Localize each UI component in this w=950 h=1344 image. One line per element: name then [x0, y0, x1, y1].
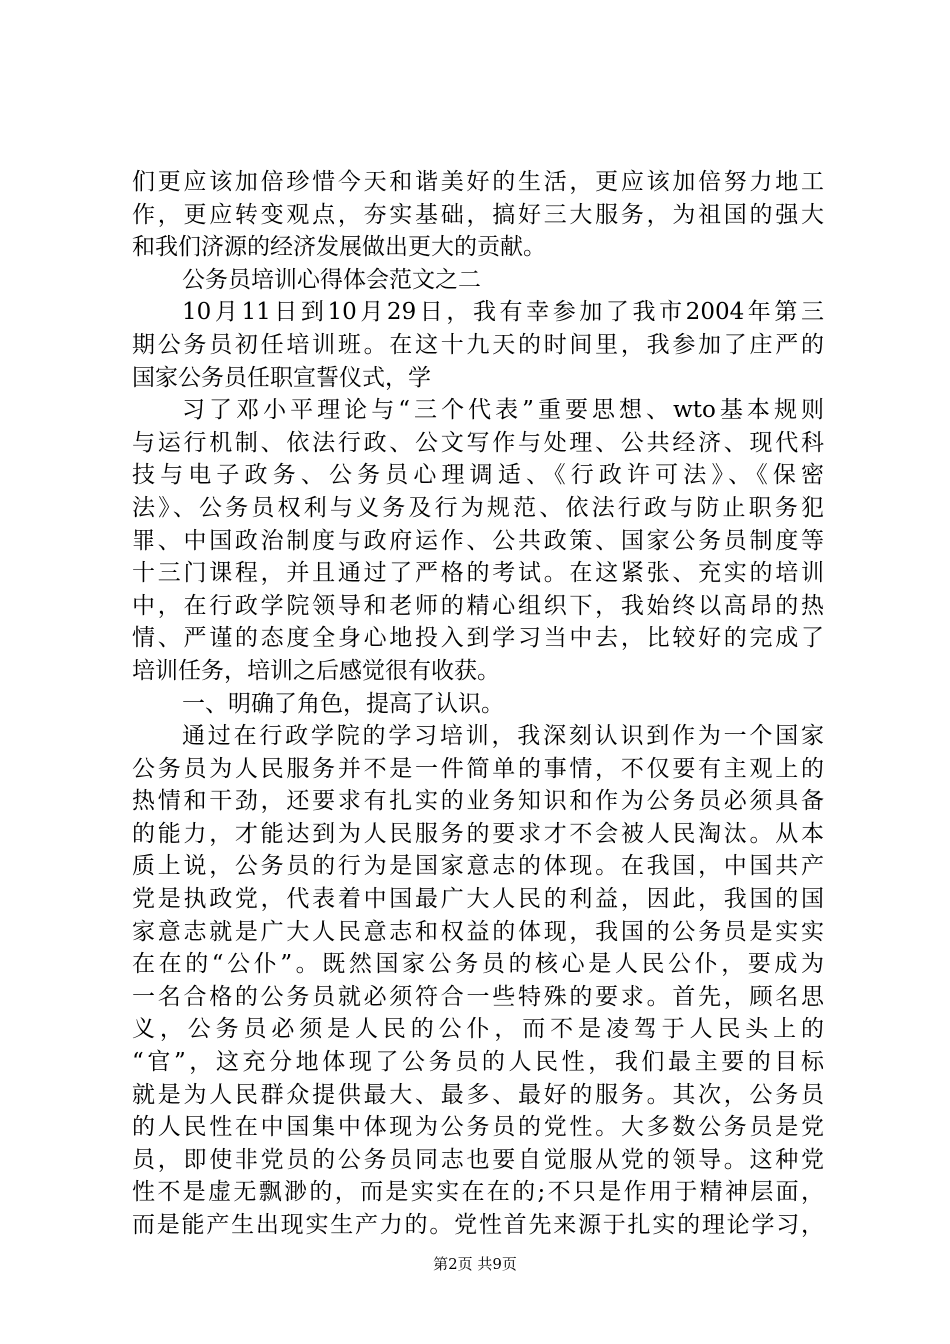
text-line: 罪、中国政治制度与政府运作、公共政策、国家公务员制度等 [132, 527, 824, 554]
text-line: 一名合格的公务员就必须符合一些特殊的要求。首先，顾名思 [132, 983, 824, 1010]
text-line: 热情和干劲，还要求有扎实的业务知识和作为公务员必须具备 [132, 788, 824, 815]
text-line: 的能力，才能达到为人民服务的要求才不会被人民淘汰。从本 [132, 820, 824, 847]
text-line: 员，即使非党员的公务员同志也要自觉服从党的领导。这种党 [132, 1146, 824, 1173]
text-line: 通过在行政学院的学习培训，我深刻认识到作为一个国家 [182, 723, 824, 750]
text-line: 十三门课程，并且通过了严格的考试。在这紧张、充实的培训 [132, 560, 824, 587]
text-line: 习了邓小平理论与“三个代表”重要思想、wto基本规则 [182, 397, 824, 424]
text-line: 技与电子政务、公务员心理调适、《行政许可法》、《保密 [132, 462, 824, 489]
text-line: 性不是虚无飘渺的，而是实实在在的;不只是作用于精神层面， [132, 1179, 824, 1206]
text-line: 和我们济源的经济发展做出更大的贡献。 [132, 234, 546, 261]
text-line: “官”，这充分地体现了公务员的人民性，我们最主要的目标 [132, 1049, 824, 1076]
text-line: 质上说，公务员的行为是国家意志的体现。在我国，中国共产 [132, 853, 824, 880]
text-line: 公务员为人民服务并不是一件简单的事情，不仅要有主观上的 [132, 755, 824, 782]
text-line: 情、严谨的态度全身心地投入到学习当中去，比较好的完成了 [132, 625, 824, 652]
text-line: 而是能产生出现实生产力的。党性首先来源于扎实的理论学习， [132, 1212, 824, 1238]
text-line: 的人民性在中国集中体现为公务员的党性。大多数公务员是党 [132, 1114, 824, 1141]
page-number-footer: 第2页 共9页 [433, 1255, 517, 1273]
text-line: 们更应该加倍珍惜今天和谐美好的生活，更应该加倍努力地工 [132, 169, 824, 195]
text-line: 家意志就是广大人民意志和权益的体现，我国的公务员是实实 [132, 918, 824, 945]
text-line: 期公务员初任培训班。在这十九天的时间里，我参加了庄严的 [132, 331, 824, 358]
section-heading: 公务员培训心得体会范文之二 [182, 266, 481, 293]
text-line: 培训任务，培训之后感觉很有收获。 [132, 657, 500, 684]
text-line: 就是为人民群众提供最大、最多、最好的服务。其次，公务员 [132, 1081, 824, 1108]
text-line: 作，更应转变观点，夯实基础，搞好三大服务，为祖国的强大 [132, 201, 824, 228]
text-line: 10月11日到10月29日，我有幸参加了我市2004年第三 [182, 299, 824, 326]
text-line: 与运行机制、依法行政、公文写作与处理、公共经济、现代科 [132, 429, 824, 456]
section-heading: 一、明确了角色，提高了认识。 [182, 690, 504, 717]
text-line: 中，在行政学院领导和老师的精心组织下，我始终以高昂的热 [132, 592, 824, 619]
text-line: 法》、公务员权利与义务及行为规范、依法行政与防止职务犯 [132, 494, 824, 521]
text-line: 国家公务员任职宣誓仪式，学 [132, 364, 431, 391]
text-line: 在在的“公仆”。既然国家公务员的核心是人民公仆，要成为 [132, 951, 824, 978]
document-body [132, 166, 824, 1242]
text-line: 党是执政党，代表着中国最广大人民的利益，因此，我国的国 [132, 886, 824, 913]
text-line: 义，公务员必须是人民的公仆，而不是凌驾于人民头上的 [132, 1016, 824, 1043]
